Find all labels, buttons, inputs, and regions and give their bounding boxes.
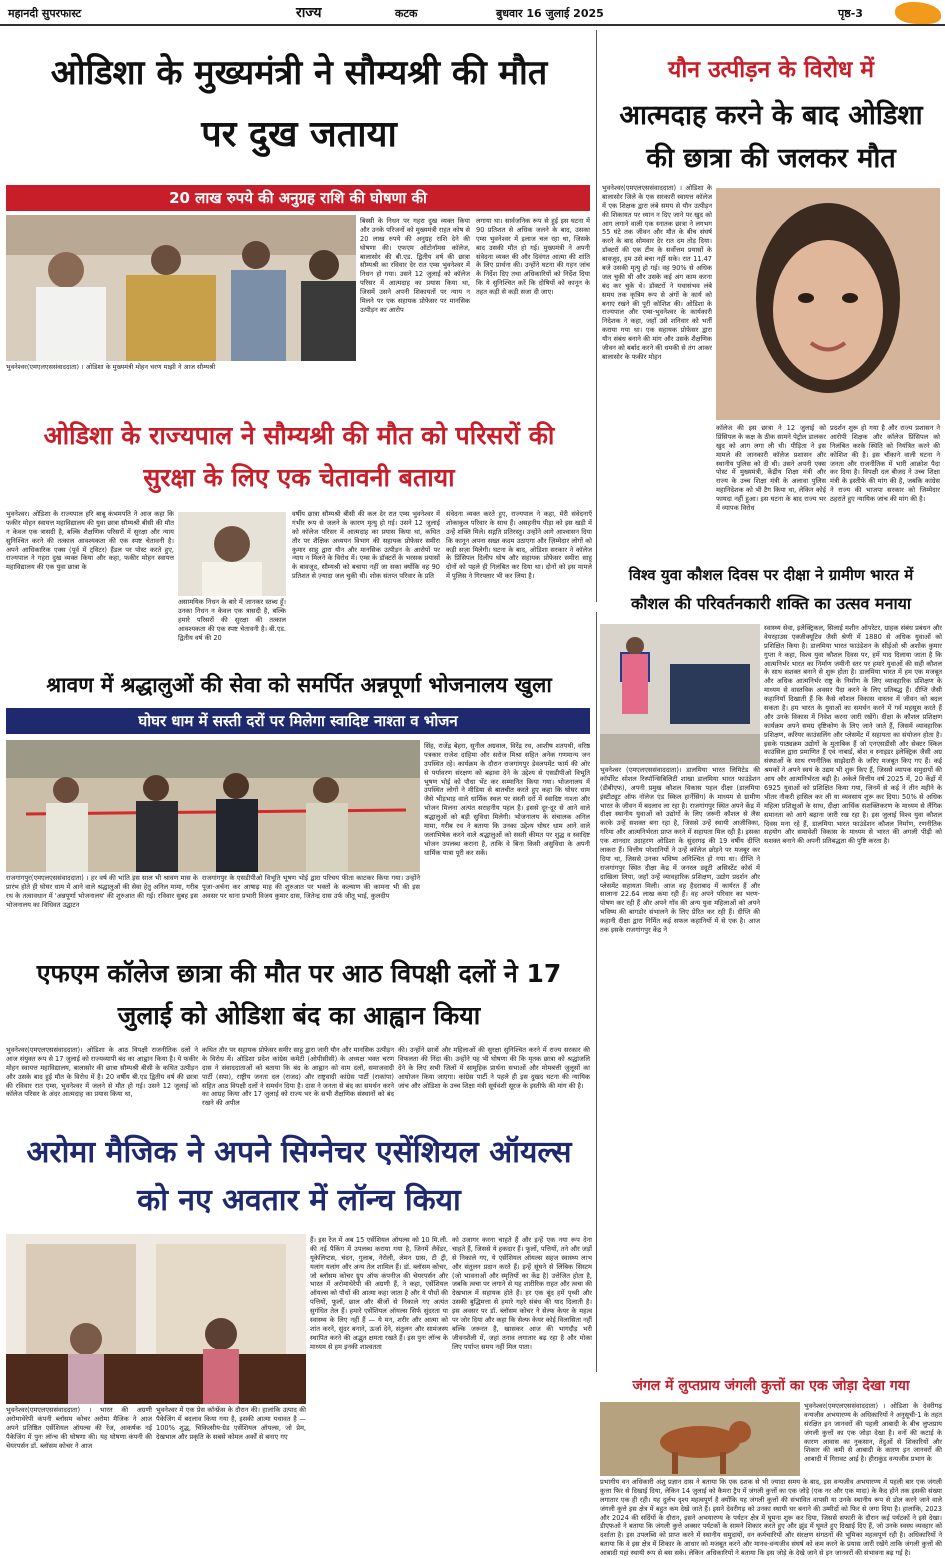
a4-headline: श्रावण में श्रद्धालुओं की सेवा को समर्पित अन्नपूर्णा भोजनालय खुला bbox=[46, 673, 552, 697]
a3-headline-1: ओडिशा के राज्यपाल ने सौम्यश्री की मौत को परिसरों की bbox=[43, 421, 555, 450]
section-name: राज्य bbox=[296, 5, 322, 21]
paper-name: महानदी सुपरफास्ट bbox=[8, 7, 82, 20]
a6-col-1: भुवनेश्वर(एमएलएससंवाददाता)। ओडिशा के आठ विपक्षी राजनीतिक दलों ने आज संयुक्त रूप से 17 जुलाई को राज्यव्यापी बंद का आह्वान किया है। ये फकीर मोहन स्वायत्त महाविद्यालय, बालासोर की छात्रा सौम्यश्री बीसी के कथित उत्पीड़न और उसके बाद हुई मौत के विरोध में है। 20 वर्षीय बी.एड द्वितीय वर्ष की छात्रा की रविवार रात एम्स, भुवनेश्वर में जलने से मौत हो गई। उसने 12 जुलाई को कॉलेज परिसर के अंदर आत्मदाह का प्रयास किया था, bbox=[6, 1046, 198, 1099]
a2-col-2: कॉलेज की इस छात्रा ने 12 जुलाई को प्रिंसिपल के कक्ष के ठीक सामने पेट्रोल डालकर खुद को आग लगा ली थी। पीड़िता ने इस मामले की जानकारी कॉलेज प्रशासन और स्थानीय पुलिस को दी थी। उसने अपनी एक्स पोस्ट में मुख्यमंत्री, केंद्रीय शिक्षा मंत्री और राज्य के उच्च शिक्षा मंत्री के अलावा पुलिस महानिदेशक को भी टैग किया था, लेकिन कोई फायदा नहीं हुआ। इस घटना के बाद राज्य भर में व्यापक विरोध bbox=[716, 424, 826, 513]
wild-dog-photo bbox=[600, 1402, 800, 1476]
a6-headline-2: जुलाई को ओडिशा बंद का आह्वान किया bbox=[117, 1001, 481, 1030]
a6-headline-1: एफएम कॉलेज छात्रा की मौत पर आठ विपक्षी दलों ने 17 bbox=[36, 959, 562, 988]
a8-col-1: हैं। इस रेंज में अब 15 एसेंशियल ऑयल्स को 10 मि.ली. की नई पैकिंग में उपलब्ध कराया गया है, जिनमें लैवेंडर, यूकेलिप्टस, चंदन, गुलाब, नेरोली, लेमन ग्रास, टी ट्री, यलांग यलांग और अन्य तेल शामिल हैं। डॉ. ब्लॉसम कोचर, जो ब्लॉसम कोचर ग्रुप ऑफ कंपनीज की चेयरपर्सन और भारत में अरोमाथेरेपी की अग्रणी हैं, ने कहा, एसेंशियल ऑयल्स को पौधों की आत्मा कहा जाता है और ये पौधों की पत्तियों, फूलों, छाल और बीजों से निकाले गए अत्यंत सुगंधित तेल हैं। हमारे एसेंशियल ऑयल्स सिर्फ सुंदरता या स्वास्थ्य के लिए नहीं हैं — ये मन, शरीर और आत्मा को शांत करने, सुंदर बनाने, ऊर्जा देने, संतुलन और सामंजस्य स्थापित करने की अद्भुत क्षमता रखते हैं। इस पुनः लॉन्च के माध्यम से हम इनकी शाश्वतता bbox=[310, 1236, 448, 1351]
a8-caption-2: भुवनेश्वर में एक प्रेस कॉन्फ्रेंस के दौरान की। हालांकि उत्पाद की पैकेजिंग में बदलाव किया गया है, इसकी आत्मा यथावत है — 100% शुद्ध, चिकित्सीय-ग्रेड एसेंशियल ऑयल्स, जो प्रेम, देखभाल और प्रकृति के सबसे कोमल अर्कों से बनाए गए bbox=[156, 1406, 306, 1441]
a2-headline-1: यौन उत्पीड़न के विरोध में bbox=[668, 57, 874, 83]
a2-col-3: प्रदर्शन शुरू हो गया है और राज्य प्रशासन ने आरोपी शिक्षक और कॉलेज प्रिंसिपल को निलंबित करके स्थिति को नियंत्रित करने की कोशिश की है। इस चौंकाने वाली घटना ने जनता और राजनीतिक में भारी आक्रोश पैदा कर दिया है। विपक्षी दल बीजद ने उच्च शिक्षा मंत्री के इस्तीफे की मांग की है, जबकि कांग्रेस ने राज्य की भाजपा सरकार को जिम्मेदार ठहराते हुए न्यायिक जांच की मांग की है। bbox=[830, 424, 940, 504]
a3-col-1: भुवनेश्वर। ओडिशा के राज्यपाल हरि बाबू कंभमपति ने आज कहा कि फकीर मोहन स्वायत्त महाविद्यालय की युवा छात्रा सौम्यश्री बीसी की मौत न केवल एक त्रासदी है, बल्कि शैक्षणिक परिसरों में सुरक्षा और न्याय सुनिश्चित करने की तत्काल आवश्यकता की एक स्पष्ट चेतावनी है। अपने आधिकारिक एक्स (पूर्व में ट्विटर) हैंडल पर पोस्ट करते हुए, राज्यपाल ने गहरा दुख व्यक्त किया और कहा, फकीर मोहन स्वायत्त महाविद्यालय की एक युवा छात्रा के bbox=[6, 510, 174, 572]
a1-headline-1: ओडिशा के मुख्यमंत्री ने सौम्यश्री की मौत bbox=[50, 53, 548, 93]
column-rule-2 bbox=[596, 612, 597, 1372]
skill-training-photo bbox=[600, 624, 760, 764]
a4-col-3: सिंह, राजेंद्र बेहरा, सुनील अग्रवाल, विरेंद्र रथ, आशीष शतपथी, वरिष्ठ पत्रकार राजेश दाहिमा और सरोज मिश्रा सहित अनेक गणमान्य जन उपस्थित रहे। कार्यक्रम के दौरान राजगांगपुर डेवलपमेंट फार्म की ओर से पर्यावरण संरक्षण को बढ़ावा देने के उद्देश्य से एसडीपीओ विभूति भूषण भोई को पौधा भेंट कर सम्मानित किया गया। भोजनालय में उपस्थित लोगों ने मीडिया से बातचीत करते हुए कहा कि घोघर धाम जैसे भीड़भाड़ वाले धार्मिक स्थल पर सस्ती दरों में स्वादिष्ट नाश्ता और भोजन मिलना अत्यंत सराहनीय पहल है। इससे दूर-दूर से आने वाले श्रद्धालुओं को बड़ी सुविधा मिलेगी। भोजनालय के संचालक अनिल मामा, गरीब रथ ने बताया कि उनका उद्देश्य घोघर धाम आने वाले जलाभिषेक करने वाले श्रद्धालुओं को सस्ती कीमत पर शुद्ध व स्वादिष्ट भोजन उपलब्ध कराना है, ताकि वे बिना किसी असुविधा के अपनी धार्मिक यात्रा पूरी कर सकें। bbox=[424, 742, 590, 857]
victim-portrait-photo bbox=[716, 188, 940, 420]
a8-col-2: को उजागर करना चाहते हैं और इन्हें एक नया रूप देना चाहते हैं, जिससे ये हकदार हैं। फूलों, पत्तियों, तने और जड़ों से निकाले गए, ये एसेंशियल ऑयल्स सहज स्वास्थ्य लाभ और संतुलन प्रदान करते हैं। इन्हें सूंघने से लिंबिक सिस्टम (जो भावनाओं और स्मृतियों का केंद्र है) उत्तेजित होता है, जबकि त्वचा पर लगाने से यह शारीरिक राहत और त्वचा की देखभाल में सहायक होते हैं। हर एक बूंद हमें पृथ्वी और उसकी बुद्धिमत्ता से हमारे गहरे संबंध की याद दिलाती है। इस अवसर पर डॉ. ब्लॉसम कोचर ने सेल्फ केयर के महत्व पर जोर दिया और कहा कि सेल्फ केयर कोई विलासिता नहीं बल्कि जरूरत है, खासकर आज की भागदौड़ भरी जीवनशैली में, जहां तनाव लगातार बढ़ रहा है और मोका लिए पर्याप्त समय नहीं मिल पाता। bbox=[452, 1236, 592, 1351]
wild-dog-art bbox=[600, 1402, 800, 1476]
a7-col-1: भुवनेश्वर(एमएलएससंवाददाता) । ओडिशा के देवरीगढ़ वन्यजीव अभयारण्य के अधिकारियों ने अनुसूची-1 के तहत संरक्षित इन जानवरों की पहली आबादी के बीच लुप्तप्राय जंगली कुत्तों का एक जोड़ा देखा है। वनों की कटाई के कारण आवास का नुकसान, तेंदुओं से शिकारियों और शिकार की कमी से आबादी के कारण इन जानवरों की आबादी में गिरावट आई है। हीराकुंड वन्यजीव प्रभाग के bbox=[804, 1402, 942, 1464]
masthead bbox=[0, 0, 945, 26]
a5-headline-2: कौशल की परिवर्तनकारी शक्ति का उत्सव मनाया bbox=[630, 594, 912, 613]
governor-art bbox=[178, 512, 286, 596]
issue-date: बुधवार 16 जुलाई 2025 bbox=[496, 7, 604, 20]
a1-caption: भुवनेश्वर(एमएलएससंवाददाता) । ओडिशा के मुख्यमंत्री मोहन चरण माझी ने आज सौम्यश्री bbox=[6, 363, 216, 371]
governor-photo bbox=[178, 512, 286, 596]
a1-strip: 20 लाख रुपये की अनुग्रह राशि की घोषणा की bbox=[6, 185, 590, 211]
a4-caption: राजगांगपुर(एमएलएससंवाददाता) । हर वर्ष की भांति इस साल भी श्रावण मास के प्रारंभ होते ही घोघर धाम में आने वाले श्रद्धालुओं की सेवा हेतु अनिल मामा, गरीब रथ के तत्वावधान में 'अन्नपूर्णा भोजनालय' की शुरुआत की गई। रविवार सुबह इस भोजनालय का विधिवत उद्घाटन bbox=[6, 874, 198, 909]
page-number: पृष्ठ-3 bbox=[838, 7, 863, 20]
portrait-art bbox=[716, 188, 940, 420]
a4-col-2: राजगांगपुर के एसडीपीओ विभूति भूषण भोई द्वारा परिचय फीता काटकर किया गया। उन्होंने पूजा-अर्चना कर आषाढ़ माह की शुरुआत पर भक्तों के कल्याण की कामना भी की इस अवसर पर थाना प्रभारी विजय कुमार दास, जितेन्द्र दास उर्फ जीतू भाई, कुलदीप bbox=[202, 874, 420, 900]
a8-caption-1: भुवनेश्वर(एमएलएससंवाददाता) । भारत की अग्रणी अरोमाथेरेपी कंपनी ब्लॉसम कोचर अरोमा मैजिक ने आज अपने प्रतिष्ठित एसेंशियल ऑयल्स की रेंज, आकर्षक नई पैकेजिंग में पुनः लॉन्च की घोषणा की। यह घोषणा कंपनी की चेयरपर्सन डॉ. ब्लॉसम कोचर ने आज bbox=[6, 1406, 152, 1450]
a1-headline-2: पर दुख जताया bbox=[201, 114, 397, 155]
a1-col-1: बिस्सी के निधन पर गहरा दुख व्यक्त किया और उनके परिजनों को मुख्यमंत्री राहत कोष से 20 लाख रुपये की अनुग्रह राशि देने की घोषणा की। एफएम ऑटोनॉमस कॉलेज, बालासोर की बी.एड. द्वितीय वर्ष की छात्रा सौम्यश्री का रविवार देर रात एम्स भुवनेश्वर में निधन हो गया। उसने 12 जुलाई को कॉलेज परिसर में आत्मदाह का प्रयास किया था, जिसमें उसने अपनी शिकायतों पर न्याय न मिलने पर एक सहायक प्रोफेसर पर मानसिक उत्पीड़न का आरोप bbox=[360, 217, 470, 314]
a7-headline: जंगल में लुप्तप्राय जंगली कुत्तों का एक जोड़ा देखा गया bbox=[600, 1378, 942, 1396]
a7-col-2: प्रभागीय वन अधिकारी अंशु प्रज्ञान दास ने बताया कि एक दशक से भी ज्यादा समय के बाद, इस वन्यजीव अभयारण्य में पहली बार एक जंगली कुत्ता फिर से दिखाई दिया, लेकिन 14 जुलाई को कैमरा ट्रैप में जंगली कुत्तों का एक जोड़े (एक नर और एक मादा) के कैद होने तक इसकी संख्या लगातार एक ही रही। यह दुर्लभ दृश्य महत्वपूर्ण है क्योंकि यह जंगली कुत्तों की संभावित वापसी या उनके स्थानीय रूप से डोल करने जाने वाले जंगली कुत्ते इस क्षेत्र में बहुत कम देखे जाते हैं। इसने देवरीगढ़ को उनका स्थायी घर बनाने की उम्मीदों को फिर से जगा दिया है। हालांकि, 2023 और 2024 की सर्दियों के दौरान, इसने अभयारण्य के पर्यटन क्षेत्र में घूमना शुरू कर दिया, जिससे सफारी के दौरान कई पर्यटकों ने इसे देखा। डीएफओ ने बताया कि जंगली कुत्ते अक्सर पर्यटकों के सामने शिकार करते हुए और झुंड में घूमते हुए दिखाई दिए हैं, जो उनके स्वस्थ व्यवहार को दर्शाता है। इस उपलब्धि को प्राप्त करने में स्थानीय समुदायों, वन कर्मचारियों और संरक्षण संगठनों की भूमिका महत्वपूर्ण रही है। अधिकारियों ने बताया कि वे इस क्षेत्र में शिकार के आधार को मजबूत करने और मानव-वन्यजीव संघर्ष को कम करने के प्रयास जारी रखेंगे ताकि जंगली कुत्तों की आबादी यहां स्थायी रूप से बस सके। लेकिन अधिकारियों ने बताया कि इस जोड़े के देखे जाने से इन जानवरों की संभावना बढ़ गई है। bbox=[600, 1478, 942, 1558]
a8-headline-2: को नए अवतार में लॉन्च किया bbox=[137, 1183, 461, 1218]
a4-strip: घोघर धाम में सस्ती दरों पर मिलेगा स्वादिष्ट नाश्ता व भोजन bbox=[6, 708, 590, 734]
a5-caption: भुवनेश्वर (एमएलएससंवाददाता)। डालमिया भारत लिमिटेड की कॉर्पोरेट सोशल रिस्पॉन्सिबिलिटी शाखा डालमिया भारत फाउंडेशन (डीबीएफ), अपनी प्रमुख कौशल विकास पहल दीक्षा (डालमिया इंस्टीट्यूट ऑफ नॉलेज एंड स्किल हार्नेसिंग) के माध्यम से ग्रामीण भारत के जीवन में बदलाव ला रहा है। राजगांगपुर स्थित अपने केंद्र में दीक्षा स्थानीय युवाओं को उद्योगों के लिए जरूरी कौशल से लैस करके उन्हें सशक्त बना रहा है, जिससे उन्हें स्थायी आजीविका, गरिमा और आत्मनिर्भरता प्राप्त करने में सहायता मिल रही है। इसका एक शानदार उदाहरण ओडिशा के सुंदरगढ़ की 19 वर्षीय दीप्ति लाकरा हैं। वित्तीय परेशानियों ने उन्हें कॉलेज छोड़ने पर मजबूर कर दिया था, जिससे उनका भविष्य अनिश्चित हो गया था। दीप्ति ने राजगांगपुर स्थित दीक्षा केंद्र में जनरल ड्यूटी असिस्टेंट कोर्स में दाखिला लिया, जहाँ उन्हें व्यावहारिक प्रशिक्षण, उद्योग प्रदर्शन और प्लेसमेंट सहायता मिली। आज वह हैदराबाद में कार्यरत हैं और सालाना 22.64 लाख कमा रही हैं। वह अपने परिवार का भरण-पोषण कर रही हैं और अपने गाँव की अन्य युवा महिलाओं को अपने भविष्य की बागडोर संभालने के लिए प्रेरित कर रही हैं। दीप्ति की कहानी दीक्षा द्वारा निर्मित कई सफल कहानियों में से एक है। आज तक इसके राजगांगपुर केंद्र ने bbox=[600, 766, 761, 935]
cm-meeting-photo bbox=[6, 215, 356, 361]
a8-headline-1: अरोमा मैजिक ने अपने सिग्नेचर एसेंशियल ऑयल्स bbox=[26, 1135, 572, 1170]
cm-photo-art bbox=[6, 215, 356, 361]
ribbon-art bbox=[6, 740, 420, 872]
a3-col-4: संवेदना व्यक्त करते हुए, राज्यपाल ने कहा, मेरी संवेदनाएँ शोकाकुल परिवार के साथ हैं। असहनीय पीड़ा को इस खड़ी में उन्हें शक्ति मिले। सद्गति प्रतिरस्तु। उन्होंने आगे आश्वासन दिया कि कानून अपना सख्त कदम उठाएगा और ज़िम्मेदार लोगों को कड़ी सज़ा मिलेगी। घटना के बाद, ओडिशा सरकार ने कॉलेज के प्रिंसिपल दिलीप घोष और सहायक प्रोफेसर समीरा साहू दोनों को पहले ही निलंबित कर दिया था। दोनों को इस मामले में पुलिस ने गिरफ्तार भी कर लिया है। bbox=[446, 510, 592, 581]
aroma-magic-launch-photo bbox=[6, 1234, 306, 1404]
a2-headline-2: आत्मदाह करने के बाद ओडिशा bbox=[619, 100, 923, 131]
a3-col-2: असामयिक निधन के बारे में जानकर स्तब्ध हूँ। उनका निधन न केवल एक त्रासदी है, बल्कि हमारे परिसरों की सुरक्षा की तत्काल आवश्यकता की एक स्पष्ट चेतावनी है। बी.एड. द्वितीय वर्ष की 20 bbox=[178, 598, 286, 642]
a6-col-3: की। उन्होंने छात्रों और महिलाओं की सुरक्षा सुनिश्चित करने में राज्य सरकार की विफलता की निंदा की। उन्होंने यह भी घोषणा की कि मृतक छात्रा को श्रद्धांजलि देने के लिए सभी जिलों में सामूहिक प्रार्थना सभाओं और मोमबत्ती जुलूसों का आयोजन किया जाएगा। कांग्रेस पार्टी ने पहले ही इस दुखद घटना की न्यायिक जांच और ओडिशा के उच्च शिक्षा मंत्री सूर्यवंशी सूरज के इस्तीफे की मांग की है। bbox=[398, 1046, 590, 1090]
ribbon-cutting-photo bbox=[6, 740, 420, 872]
a1-col-2: लगाया था। सार्वजनिक रूप से हुई इस घटना में 90 प्रतिशत से अधिक जलने के बाद, उसका एम्स भुवनेश्वर में इलाज चल रहा था, जिसके बाद उसकी मौत हो गई। मुख्यमंत्री ने अपनी संवेदना व्यक्त की और दिवंगत आत्मा की शांति के लिए प्रार्थना की। उन्होंने घटना की गहन जांच के निर्देश दिए तथा अधिकारियों को निर्देश दिया कि ये सुनिश्चित करें कि दोषियों को कानून के तहत कड़ी से कड़ी सजा दी जाए। bbox=[476, 217, 590, 297]
a2-col-1: भुवनेश्वर(एमएलएससंवाददाता) । ओडिशा के बालासोर जिले के एक सरकारी स्वायत्त कॉलेज में एक शिक्षक द्वारा लंबे समय से यौन उत्पीड़न की शिकायत पर ध्यान न दिए जाने पर खुद को आग लगाने वाली एक स्नातक छात्रा ने लगभग 55 घंटे तक जीवन और मौत के बीच संघर्ष करने के बाद सोमवार देर रात दम तोड़ दिया। डॉक्टरों की एक टीम के सर्वोत्तम प्रयासों के बावजूद, हम उसे बचा नहीं सके। रात 11.47 बजे उसकी मृत्यु हो गई। वह 90% से अधिक जल चुकी थी और उसके कई अंग काम करना बंद कर चुके थे। डॉक्टरों ने यथासंभव लंबे समय तक कृत्रिम रूप से अंगों के कार्य को बनाए रखने की पूरी कोशिश की। ओडिशा के राज्यपाल और एम्स-भुवनेश्वर के कार्यकारी निदेशक ने कहा, जहाँ उसे शनिवार को भर्ती कराया गया था। एक सहायक प्रोफेसर द्वारा यौन संबंध बनाने की मांग और उसके शैक्षणिक जीवन को बर्बाद करने की धमकी से तंग आकर बालासोर के फकीर मोहन bbox=[602, 184, 712, 361]
a2-headline-3: की छात्रा की जलकर मौत bbox=[646, 143, 896, 174]
aroma-art bbox=[6, 1234, 306, 1404]
a3-col-3: वर्षीय छात्रा सौम्यश्री बीसी की कल देर रात एम्स भुवनेश्वर में गंभीर रूप से जलने के कारण मृत्यु हो गई। उसने 12 जुलाई को कॉलेज परिसर में आत्मदाह का प्रयास किया था, कथित तौर पर शैक्षिक अध्ययन विभाग की सहायक प्रोफेसर समीरा कुमार साहू द्वारा यौन और मानसिक उत्पीड़न के आरोपों पर न्याय न मिलने के विरोध में। एम्स के डॉक्टरों के भरसक प्रयासों के बावजूद, सौम्यश्री को बचाया नहीं जा सका क्योंकि वह 90 प्रतिशत से ज़्यादा जल चुकी थी। शोक संतप्त परिवार के प्रति bbox=[292, 510, 440, 581]
a6-col-2: कथित तौर पर सहायक प्रोफेसर समीर साहू द्वारा जारी यौन और मानसिक उत्पीड़न के विरोध में। ओडिशा प्रदेश कांग्रेस कमेटी (ओपीसीसी) के अध्यक्ष भक्त चरण दास ने संवाददाताओं को बताया कि बंद के आह्वान को वाम दलों, समाजवादी पार्टी (सपा), राष्ट्रीय जनता दल (राजद) और राष्ट्रवादी कांग्रेस पार्टी (राकांपा) सहित आठ विपक्षी दलों ने समर्थन दिया है। दास ने जनता से बंद का समर्थन करने का आग्रह किया और 17 जुलाई को राज्य भर के सभी शैक्षणिक संस्थानों को बंद रखने की अपील bbox=[202, 1046, 394, 1108]
a5-col-1: स्वास्थ्य सेवा, इलेक्ट्रिकल, सिलाई मशीन ऑपरेटर, ग्राहक संबंध प्रबंधन और वेयरहाउस एक्जीक्यूटिव जैसी श्रेणी में 1880 से अधिक युवाओं को प्रशिक्षित किया है। डालमिया भारत फाउंडेशन के सीईओ श्री अशोक कुमार गुप्ता ने कहा, विश्व युवा कौशल दिवस पर, हमें याद दिलाया जाता है कि आत्मनिर्भर भारत का निर्माण जमीनी स्तर पर हमारे युवाओं की सही कौशल के साथ सशक्त बनाने से शुरू होता है। डालमिया भारत में हम एक मजबूत और अधिक आत्मनिर्भर राष्ट्र के निर्माण के लिए व्यावहारिक प्रशिक्षण के माध्यम से वास्तविक अवसर पैदा करने के लिए प्रतिबद्ध हैं। दीप्ति जैसी कहानियाँ दिखाती हैं कि कैसे कौशल विकास वास्तव में जीवन को बदल सकता है। हम भारत के युवाओं का समर्थन करने में गर्व महसूस करते हैं और उनके विकास में निवेश करना जारी रखेंगे। दीक्षा के कौशल प्रशिक्षण कार्यक्रम अपने समग्र दृष्टिकोण के लिए जाने जाते हैं, जिसमें व्यावहारिक प्रशिक्षण, करियर काउंसलिंग और प्लेसमेंट में सहायता का संयोजन होता है। इसके पाठ्यक्रम उद्योगों के मुताबिक हैं जो एनएसडीसी और सेक्टर स्किल काउंसिल द्वारा प्रमाणित हैं एवं नाबार्ड, बोश व स्नाइडर इलेक्ट्रिक जैसी अग्र संस्थाओं के साथ रणनीतिक साझेदारी के जरिए मजबूत किए गए हैं। कई श्रमकों ने अपने स्वयं के उद्यम भी शुरू किए हैं, जिससे व्यापक समुदायों की आय और आत्मनिर्भरता बढ़ी है। अकेले वित्तीय वर्ष 2025 में, 20 केंद्रों में 6925 युवाओं को प्रशिक्षित किया गया, जिनमें से कई ने तीन महीने के भीतर नौकरी हासिल कर ली या व्यवसाय शुरू कर दिया। 50% से अधिक महिला प्रशिक्षुओं के साथ, दीक्षा आर्थिक सशक्तिकरण के माध्यम से लैंगिक समानता को आगे बढ़ाना जारी रख रहा है। इस जुलाई विश्व युवा कौशल दिवस मना रहे हैं, डालमिया भारत फाउंडेशन कौशल निर्माण, रणनीतिक सहयोग और समावेशी विकास के माध्यम से भारत की अगली पीढ़ी को सशक्त बनाने की अपनी प्रतिबद्धता की पुष्टि करता है। bbox=[764, 624, 942, 846]
training-art bbox=[600, 624, 760, 764]
a5-headline-1: विश्व युवा कौशल दिवस पर दीक्षा ने ग्रामीण भारत में bbox=[628, 566, 914, 584]
a3-headline-2: सुरक्षा के लिए एक चेतावनी बताया bbox=[143, 463, 455, 492]
city: कटक bbox=[395, 7, 418, 20]
column-rule bbox=[596, 30, 597, 602]
